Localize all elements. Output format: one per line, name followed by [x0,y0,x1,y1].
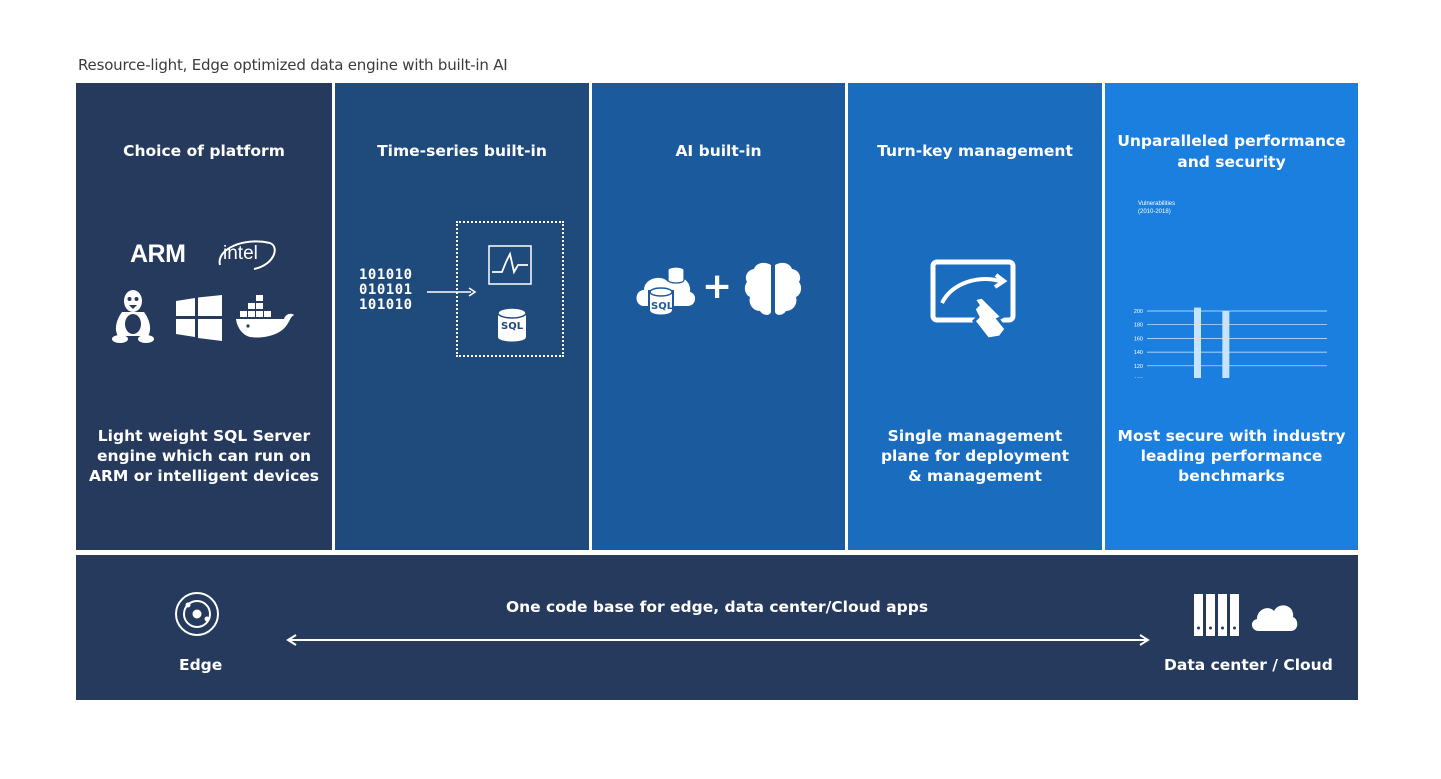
panel-title: AI built-in [675,142,762,160]
panel-title: Choice of platform [123,142,285,160]
docker-whale-icon [234,295,296,341]
sql-database-icon [497,307,527,343]
y-tick-label [1134,378,1143,379]
y-tick-label: 160 [1133,336,1143,343]
panel-description [848,426,1102,486]
vulnerabilities-bar-chart [1105,198,1358,378]
y-axis-label: Vulnerabilities [1138,201,1176,207]
description-line: engine which can run on [96,447,312,465]
panel-turn-key-management [848,83,1102,550]
line-chart-icon [488,245,532,285]
plus-sign: + [702,266,733,307]
sql-label: SQL [501,321,524,332]
y-axis-label: (2010-2018) [1138,209,1171,215]
y-tick-label: 140 [1133,350,1143,357]
description-line: Light weight SQL Server [97,427,311,445]
description-line: plane for deployment [880,447,1070,465]
panel-description [1105,426,1358,486]
panel-title: Time-series built-in [377,142,547,160]
binary-line: 101010 [359,267,413,283]
description-line: & management [908,467,1042,485]
bar [1222,311,1229,378]
description-line: benchmarks [1178,467,1285,485]
bottom-bar [76,555,1358,700]
title-line: Unparalleled performance [1117,132,1346,150]
description-line: leading performance [1140,447,1323,465]
y-tick-label: 120 [1133,363,1143,370]
description-line: ARM or intelligent devices [88,467,320,485]
title-line: and security [1177,153,1286,171]
arm-logo: ARM [130,240,186,268]
intel-logo [214,235,278,275]
binary-line: 101010 [359,297,413,313]
description-line: Single management [887,427,1063,445]
panel-choice-of-platform [76,83,332,550]
description-line: Most secure with industry [1117,427,1346,445]
cloud-icon [1249,599,1299,633]
binary-line: 010101 [359,282,413,298]
intel-logo-text: intel [223,243,258,264]
double-arrow-icon [286,633,1150,647]
panel-performance-security [1105,83,1358,550]
code-base-label: One code base for edge, data center/Cloud apps [505,598,929,616]
page-caption: Resource-light, Edge optimized data engine with built-in AI [78,56,508,74]
panel-ai-built-in [592,83,845,550]
touch-screen-icon [930,259,1026,343]
server-rack-icon [1193,592,1239,638]
sql-label: SQL [651,301,674,312]
edge-label: Edge [179,656,223,674]
binary-data-block [359,268,413,313]
windows-icon [176,295,222,341]
panel-title [1105,131,1358,173]
y-tick-label: 200 [1133,309,1143,315]
linux-tux-icon [108,288,158,344]
brain-icon [744,261,802,317]
cloud-sql-icon [632,260,696,320]
panel-title: Turn-key management [877,142,1073,160]
y-tick-label: 180 [1133,322,1143,329]
datacenter-cloud-label: Data center / Cloud [1164,656,1333,674]
bar [1194,308,1201,378]
panel-time-series [335,83,589,550]
panel-description [76,426,332,486]
